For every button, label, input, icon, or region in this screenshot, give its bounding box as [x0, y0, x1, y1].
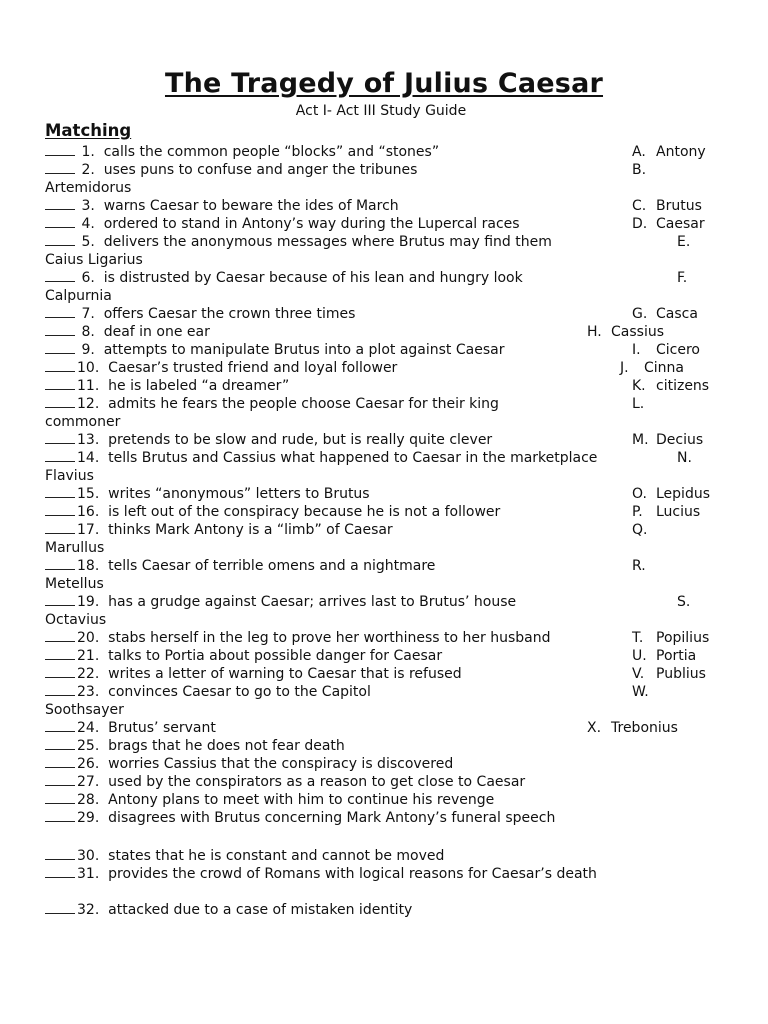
answer-blank[interactable]: [45, 306, 75, 318]
choice-name: Casca: [656, 306, 698, 322]
answer-blank[interactable]: [45, 594, 75, 606]
choice-letter: O.: [632, 486, 647, 502]
item-text: offers Caesar the crown three times: [94, 306, 356, 322]
matching-item: [45, 143, 439, 161]
answer-blank[interactable]: [45, 720, 75, 732]
choice-name: commoner: [45, 414, 121, 430]
choice-name: Publius: [656, 666, 706, 682]
choice-letter: B.: [632, 162, 647, 178]
choice-name: Decius: [656, 432, 704, 448]
choice-letter: I.: [632, 342, 641, 358]
answer-blank[interactable]: [45, 378, 75, 390]
choice-name: Brutus: [656, 198, 702, 214]
choice-letter: M.: [632, 432, 649, 448]
choice-name: Cassius: [611, 324, 664, 340]
answer-blank[interactable]: [45, 756, 75, 768]
answer-blank[interactable]: [45, 432, 75, 444]
item-number: 6.: [77, 270, 95, 286]
choice-letter: S.: [677, 594, 691, 610]
item-text: he is labeled “a dreamer”: [99, 378, 290, 394]
matching-item: [45, 683, 371, 701]
item-text: used by the conspirators as a reason to get close to Caesar: [99, 774, 526, 790]
item-number: 1.: [77, 144, 95, 160]
item-text: deaf in one ear: [94, 324, 210, 340]
choice-name: Popilius: [656, 630, 710, 646]
choice-name: Caesar: [656, 216, 705, 232]
item-text: Antony plans to meet with him to continue his revenge: [99, 792, 495, 808]
item-number: 3.: [77, 198, 95, 214]
choice-letter: D.: [632, 216, 648, 232]
matching-item: [45, 269, 523, 287]
item-text: writes a letter of warning to Caesar that is refused: [99, 666, 462, 682]
choice-letter: P.: [632, 504, 643, 520]
matching-item: [45, 161, 417, 179]
answer-blank[interactable]: [45, 360, 75, 372]
item-number: 29.: [77, 810, 100, 826]
matching-item: [45, 847, 444, 865]
matching-item: [45, 341, 504, 359]
choice-letter: G.: [632, 306, 648, 322]
item-number: 26.: [77, 756, 100, 772]
item-number: 13.: [77, 432, 100, 448]
matching-item: [45, 485, 370, 503]
item-text: has a grudge against Caesar; arrives last to Brutus’ house: [99, 594, 517, 610]
choice-letter: Q.: [632, 522, 648, 538]
answer-blank[interactable]: [45, 396, 75, 408]
matching-item: [45, 773, 525, 791]
answer-blank[interactable]: [45, 522, 75, 534]
answer-blank[interactable]: [45, 270, 75, 282]
matching-item: [45, 809, 555, 827]
choice-name: Metellus: [45, 576, 104, 592]
choice-letter: R.: [632, 558, 646, 574]
choice-letter: A.: [632, 144, 646, 160]
answer-blank[interactable]: [45, 162, 75, 174]
answer-blank[interactable]: [45, 144, 75, 156]
choice-name: Antony: [656, 144, 706, 160]
choice-name: Lepidus: [656, 486, 710, 502]
item-number: 8.: [77, 324, 95, 340]
item-text: tells Caesar of terrible omens and a nightmare: [99, 558, 436, 574]
choice-name: Caius Ligarius: [45, 252, 143, 268]
answer-blank[interactable]: [45, 342, 75, 354]
item-number: 17.: [77, 522, 100, 538]
item-number: 30.: [77, 848, 100, 864]
answer-blank[interactable]: [45, 324, 75, 336]
matching-item: [45, 901, 412, 919]
item-number: 4.: [77, 216, 95, 232]
item-text: is left out of the conspiracy because he is not a follower: [99, 504, 501, 520]
item-number: 19.: [77, 594, 100, 610]
answer-blank[interactable]: [45, 648, 75, 660]
answer-blank[interactable]: [45, 666, 75, 678]
answer-blank[interactable]: [45, 630, 75, 642]
item-number: 27.: [77, 774, 100, 790]
matching-item: [45, 197, 399, 215]
matching-item: [45, 791, 494, 809]
matching-item: [45, 557, 435, 575]
answer-blank[interactable]: [45, 810, 75, 822]
choice-name: Cicero: [656, 342, 700, 358]
answer-blank[interactable]: [45, 558, 75, 570]
item-number: 24.: [77, 720, 100, 736]
item-number: 7.: [77, 306, 95, 322]
item-number: 31.: [77, 866, 100, 882]
choice-letter: U.: [632, 648, 647, 664]
item-number: 23.: [77, 684, 100, 700]
answer-blank[interactable]: [45, 902, 75, 914]
answer-blank[interactable]: [45, 234, 75, 246]
matching-item: [45, 395, 499, 413]
item-number: 15.: [77, 486, 100, 502]
item-number: 20.: [77, 630, 100, 646]
answer-blank[interactable]: [45, 450, 75, 462]
item-number: 22.: [77, 666, 100, 682]
matching-item: [45, 719, 216, 737]
matching-item: [45, 305, 355, 323]
item-text: calls the common people “blocks” and “stones”: [94, 144, 440, 160]
choice-letter: K.: [632, 378, 646, 394]
choice-letter: H.: [587, 324, 602, 340]
item-text: Caesar’s trusted friend and loyal follower: [99, 360, 398, 376]
answer-blank[interactable]: [45, 198, 75, 210]
item-text: delivers the anonymous messages where Brutus may find them: [94, 234, 552, 250]
item-text: tells Brutus and Cassius what happened to Caesar in the marketplace: [99, 450, 598, 466]
choice-name: Flavius: [45, 468, 94, 484]
choice-letter: L.: [632, 396, 645, 412]
choice-name: Lucius: [656, 504, 701, 520]
item-text: uses puns to confuse and anger the tribunes: [94, 162, 418, 178]
answer-blank[interactable]: [45, 738, 75, 750]
item-text: brags that he does not fear death: [99, 738, 345, 754]
matching-item: [45, 593, 516, 611]
item-text: convinces Caesar to go to the Capitol: [99, 684, 371, 700]
choice-name: Marullus: [45, 540, 105, 556]
answer-blank[interactable]: [45, 504, 75, 516]
choice-letter: E.: [677, 234, 691, 250]
item-text: admits he fears the people choose Caesar for their king: [99, 396, 499, 412]
item-number: 11.: [77, 378, 100, 394]
item-text: provides the crowd of Romans with logical reasons for Caesar’s death: [99, 866, 597, 882]
item-number: 10.: [77, 360, 100, 376]
page-subtitle: Act I- Act III Study Guide: [295, 103, 467, 119]
choice-letter: W.: [632, 684, 649, 700]
answer-blank[interactable]: [45, 684, 75, 696]
choice-name: Portia: [656, 648, 697, 664]
matching-item: [45, 629, 551, 647]
item-number: 9.: [77, 342, 95, 358]
choice-letter: N.: [677, 450, 692, 466]
matching-item: [45, 431, 492, 449]
choice-letter: X.: [587, 720, 602, 736]
item-number: 16.: [77, 504, 100, 520]
page-title: The Tragedy of Julius Caesar: [164, 68, 604, 99]
item-number: 28.: [77, 792, 100, 808]
section-heading: Matching: [45, 121, 132, 140]
item-text: Brutus’ servant: [99, 720, 216, 736]
item-number: 21.: [77, 648, 100, 664]
item-text: warns Caesar to beware the ides of March: [94, 198, 399, 214]
matching-item: [45, 737, 345, 755]
choice-name: citizens: [656, 378, 710, 394]
matching-item: [45, 323, 210, 341]
item-text: attempts to manipulate Brutus into a plot against Caesar: [94, 342, 505, 358]
choice-name: Cinna: [644, 360, 684, 376]
choice-name: Trebonius: [611, 720, 678, 736]
matching-item: [45, 449, 597, 467]
answer-blank[interactable]: [45, 866, 75, 878]
matching-item: [45, 865, 597, 883]
item-number: 32.: [77, 902, 100, 918]
answer-blank[interactable]: [45, 486, 75, 498]
item-text: states that he is constant and cannot be moved: [99, 848, 445, 864]
matching-item: [45, 503, 500, 521]
item-text: disagrees with Brutus concerning Mark Antony’s funeral speech: [99, 810, 556, 826]
matching-item: [45, 215, 520, 233]
item-number: 5.: [77, 234, 95, 250]
matching-item: [45, 233, 552, 251]
matching-item: [45, 755, 453, 773]
item-number: 12.: [77, 396, 100, 412]
item-number: 2.: [77, 162, 95, 178]
answer-blank[interactable]: [45, 848, 75, 860]
answer-blank[interactable]: [45, 216, 75, 228]
choice-letter: C.: [632, 198, 647, 214]
choice-name: Artemidorus: [45, 180, 132, 196]
item-text: writes “anonymous” letters to Brutus: [99, 486, 370, 502]
item-number: 14.: [77, 450, 100, 466]
matching-item: [45, 521, 393, 539]
matching-item: [45, 665, 462, 683]
choice-name: Octavius: [45, 612, 107, 628]
choice-name: Soothsayer: [45, 702, 124, 718]
item-text: stabs herself in the leg to prove her worthiness to her husband: [99, 630, 551, 646]
choice-name: Calpurnia: [45, 288, 112, 304]
answer-blank[interactable]: [45, 774, 75, 786]
matching-item: [45, 647, 442, 665]
matching-item: [45, 377, 289, 395]
choice-letter: J.: [620, 360, 629, 376]
choice-letter: V.: [632, 666, 645, 682]
matching-item: [45, 359, 397, 377]
item-number: 25.: [77, 738, 100, 754]
item-text: attacked due to a case of mistaken identity: [99, 902, 413, 918]
item-text: is distrusted by Caesar because of his lean and hungry look: [94, 270, 523, 286]
answer-blank[interactable]: [45, 792, 75, 804]
item-text: pretends to be slow and rude, but is really quite clever: [99, 432, 493, 448]
item-text: talks to Portia about possible danger for Caesar: [99, 648, 443, 664]
item-text: ordered to stand in Antony’s way during the Lupercal races: [94, 216, 520, 232]
item-text: thinks Mark Antony is a “limb” of Caesar: [99, 522, 393, 538]
item-number: 18.: [77, 558, 100, 574]
item-text: worries Cassius that the conspiracy is discovered: [99, 756, 454, 772]
choice-letter: T.: [632, 630, 644, 646]
choice-letter: F.: [677, 270, 688, 286]
